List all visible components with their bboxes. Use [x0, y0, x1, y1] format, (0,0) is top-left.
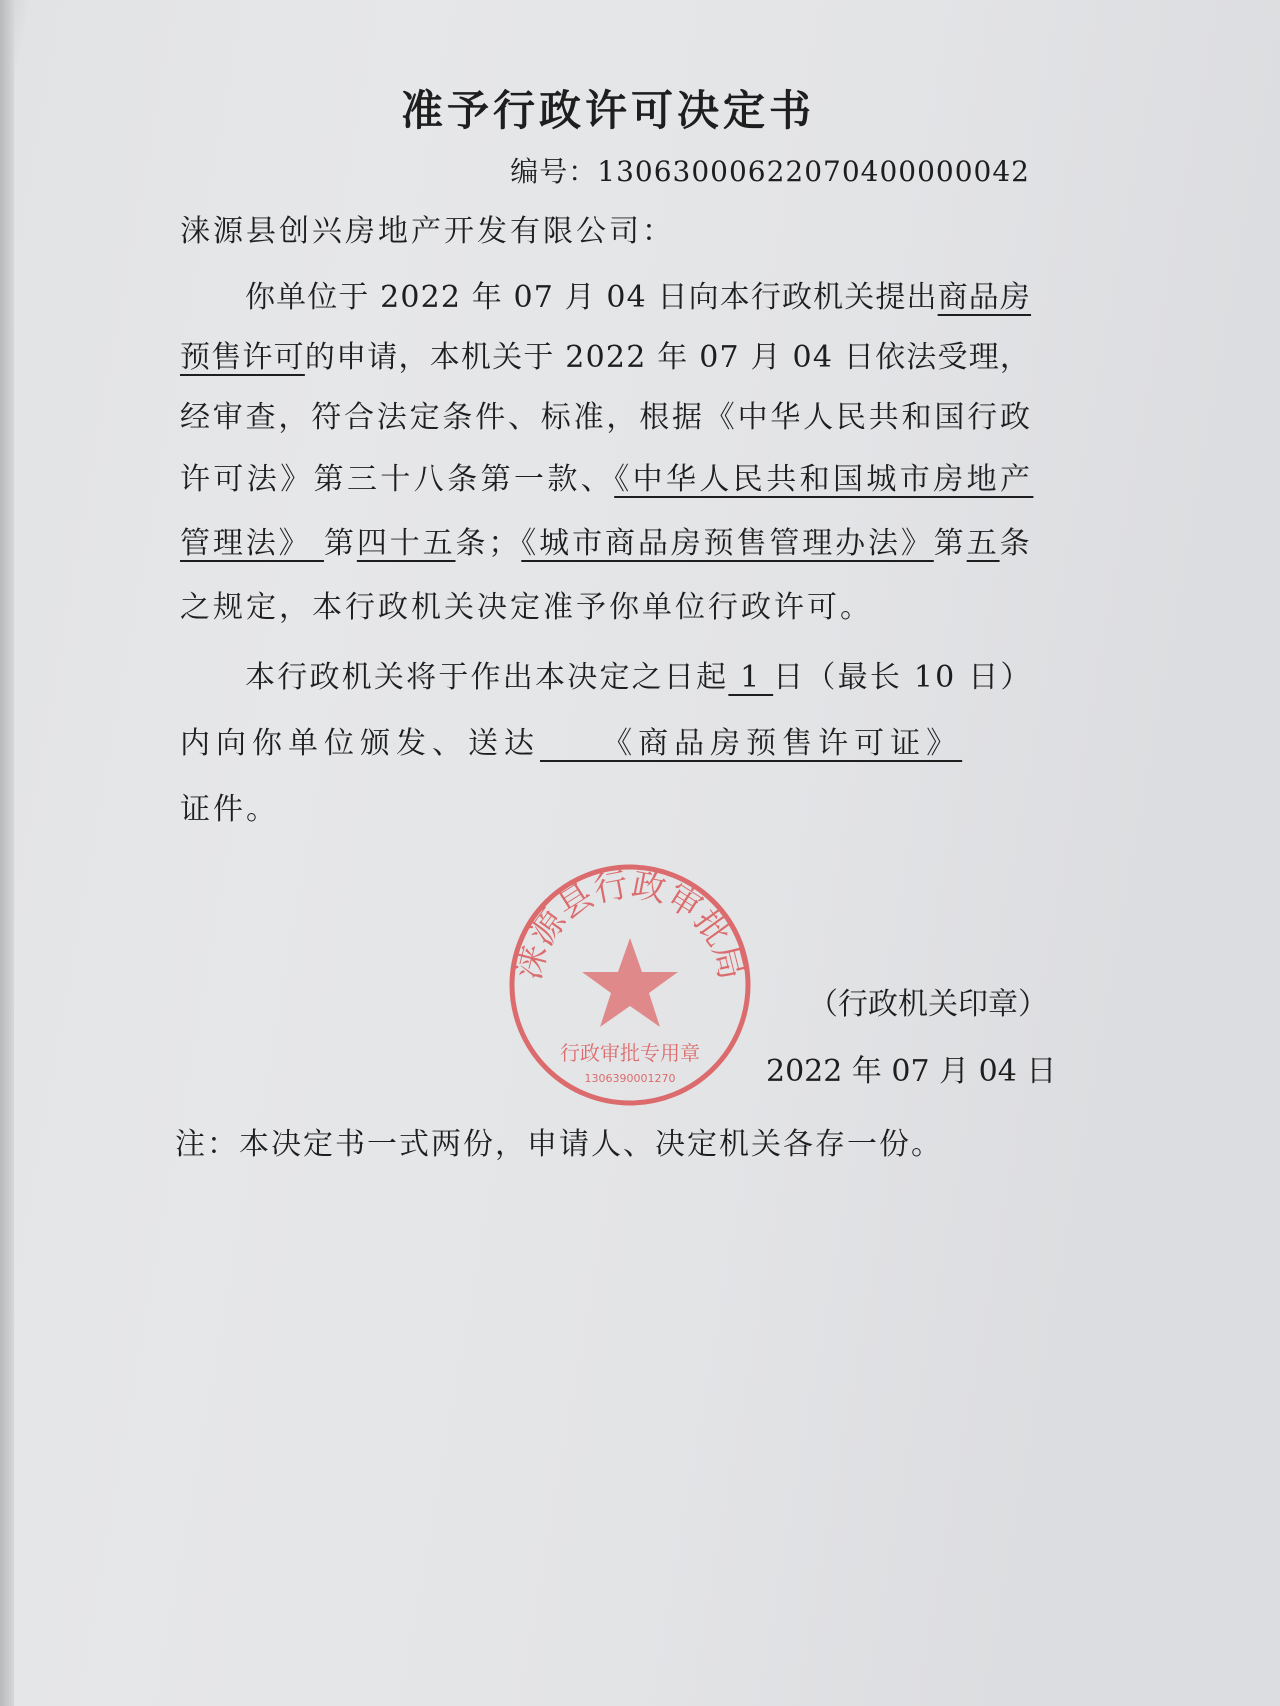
line-text: 证件。 — [180, 792, 279, 827]
seal-code: 1306390001270 — [584, 1072, 676, 1085]
body-line — [245, 278, 1031, 318]
body-line — [180, 524, 1032, 564]
underlined-text: 1 — [728, 660, 774, 695]
line-text: 之规定，本行政机关决定准予你单位行政许可。 — [180, 590, 873, 625]
document-number-value: 13063000622070400000042 — [597, 155, 1030, 188]
underlined-text: 《商品房预售许可证》 — [540, 726, 963, 761]
body-line — [180, 588, 873, 628]
underlined-text: 《城市商品房预售管理办法》 — [521, 526, 934, 561]
seal-top-text: 涞源县行政审批局 — [508, 864, 752, 984]
body-line — [180, 212, 675, 252]
line-text: 许可法》第三十八条第一款、 — [180, 462, 615, 497]
body-line — [180, 790, 279, 830]
underlined-text: 商品房 — [937, 280, 1032, 315]
official-seal — [505, 860, 755, 1110]
underlined-text: 四十五 — [356, 526, 456, 561]
line-text: 经审查，符合法定条件、标准，根据《中华人民共和国行政 — [180, 400, 1033, 435]
body-line — [180, 338, 1031, 378]
star-icon — [582, 938, 678, 1027]
body-line — [245, 658, 1033, 698]
seal-bottom-text: 行政审批专用章 — [560, 1041, 700, 1065]
line-text: 你单位于 2022 年 07 月 04 日向本行政机关提出 — [245, 280, 938, 315]
line-text: 条； — [455, 526, 522, 561]
line-text: 第 — [933, 526, 967, 561]
line-text: 本行政机关将于作出本决定之日起 — [245, 660, 729, 695]
underlined-text: 管理法》 — [180, 526, 324, 561]
line-text: 第 — [323, 526, 357, 561]
line-text: 条 — [999, 526, 1033, 561]
underlined-text: 五 — [966, 526, 1000, 561]
paper-edge — [0, 0, 14, 1706]
document-title: 准予行政许可决定书 — [400, 86, 815, 135]
seal-label: （行政机关印章） — [808, 987, 1048, 1022]
line-text: 的申请，本机关于 2022 年 07 月 04 日依法受理， — [304, 340, 1032, 375]
body-line — [180, 724, 962, 764]
body-line — [180, 460, 1033, 500]
underlined-text: 《中华人民共和国城市房地产 — [614, 462, 1034, 497]
document-number-label: 编号： — [510, 155, 598, 188]
line-text: 涞源县创兴房地产开发有限公司： — [180, 214, 675, 249]
note: 注：本决定书一式两份，申请人、决定机关各存一份。 — [175, 1127, 943, 1162]
body-line — [180, 398, 1033, 438]
underlined-text: 预售许可 — [180, 340, 305, 375]
line-text: 日（最长 10 日） — [773, 660, 1033, 695]
document-number — [510, 150, 1030, 190]
issue-date: 2022 年 07 月 04 日 — [766, 1054, 1057, 1089]
line-text: 内向你单位颁发、送达 — [180, 726, 540, 761]
